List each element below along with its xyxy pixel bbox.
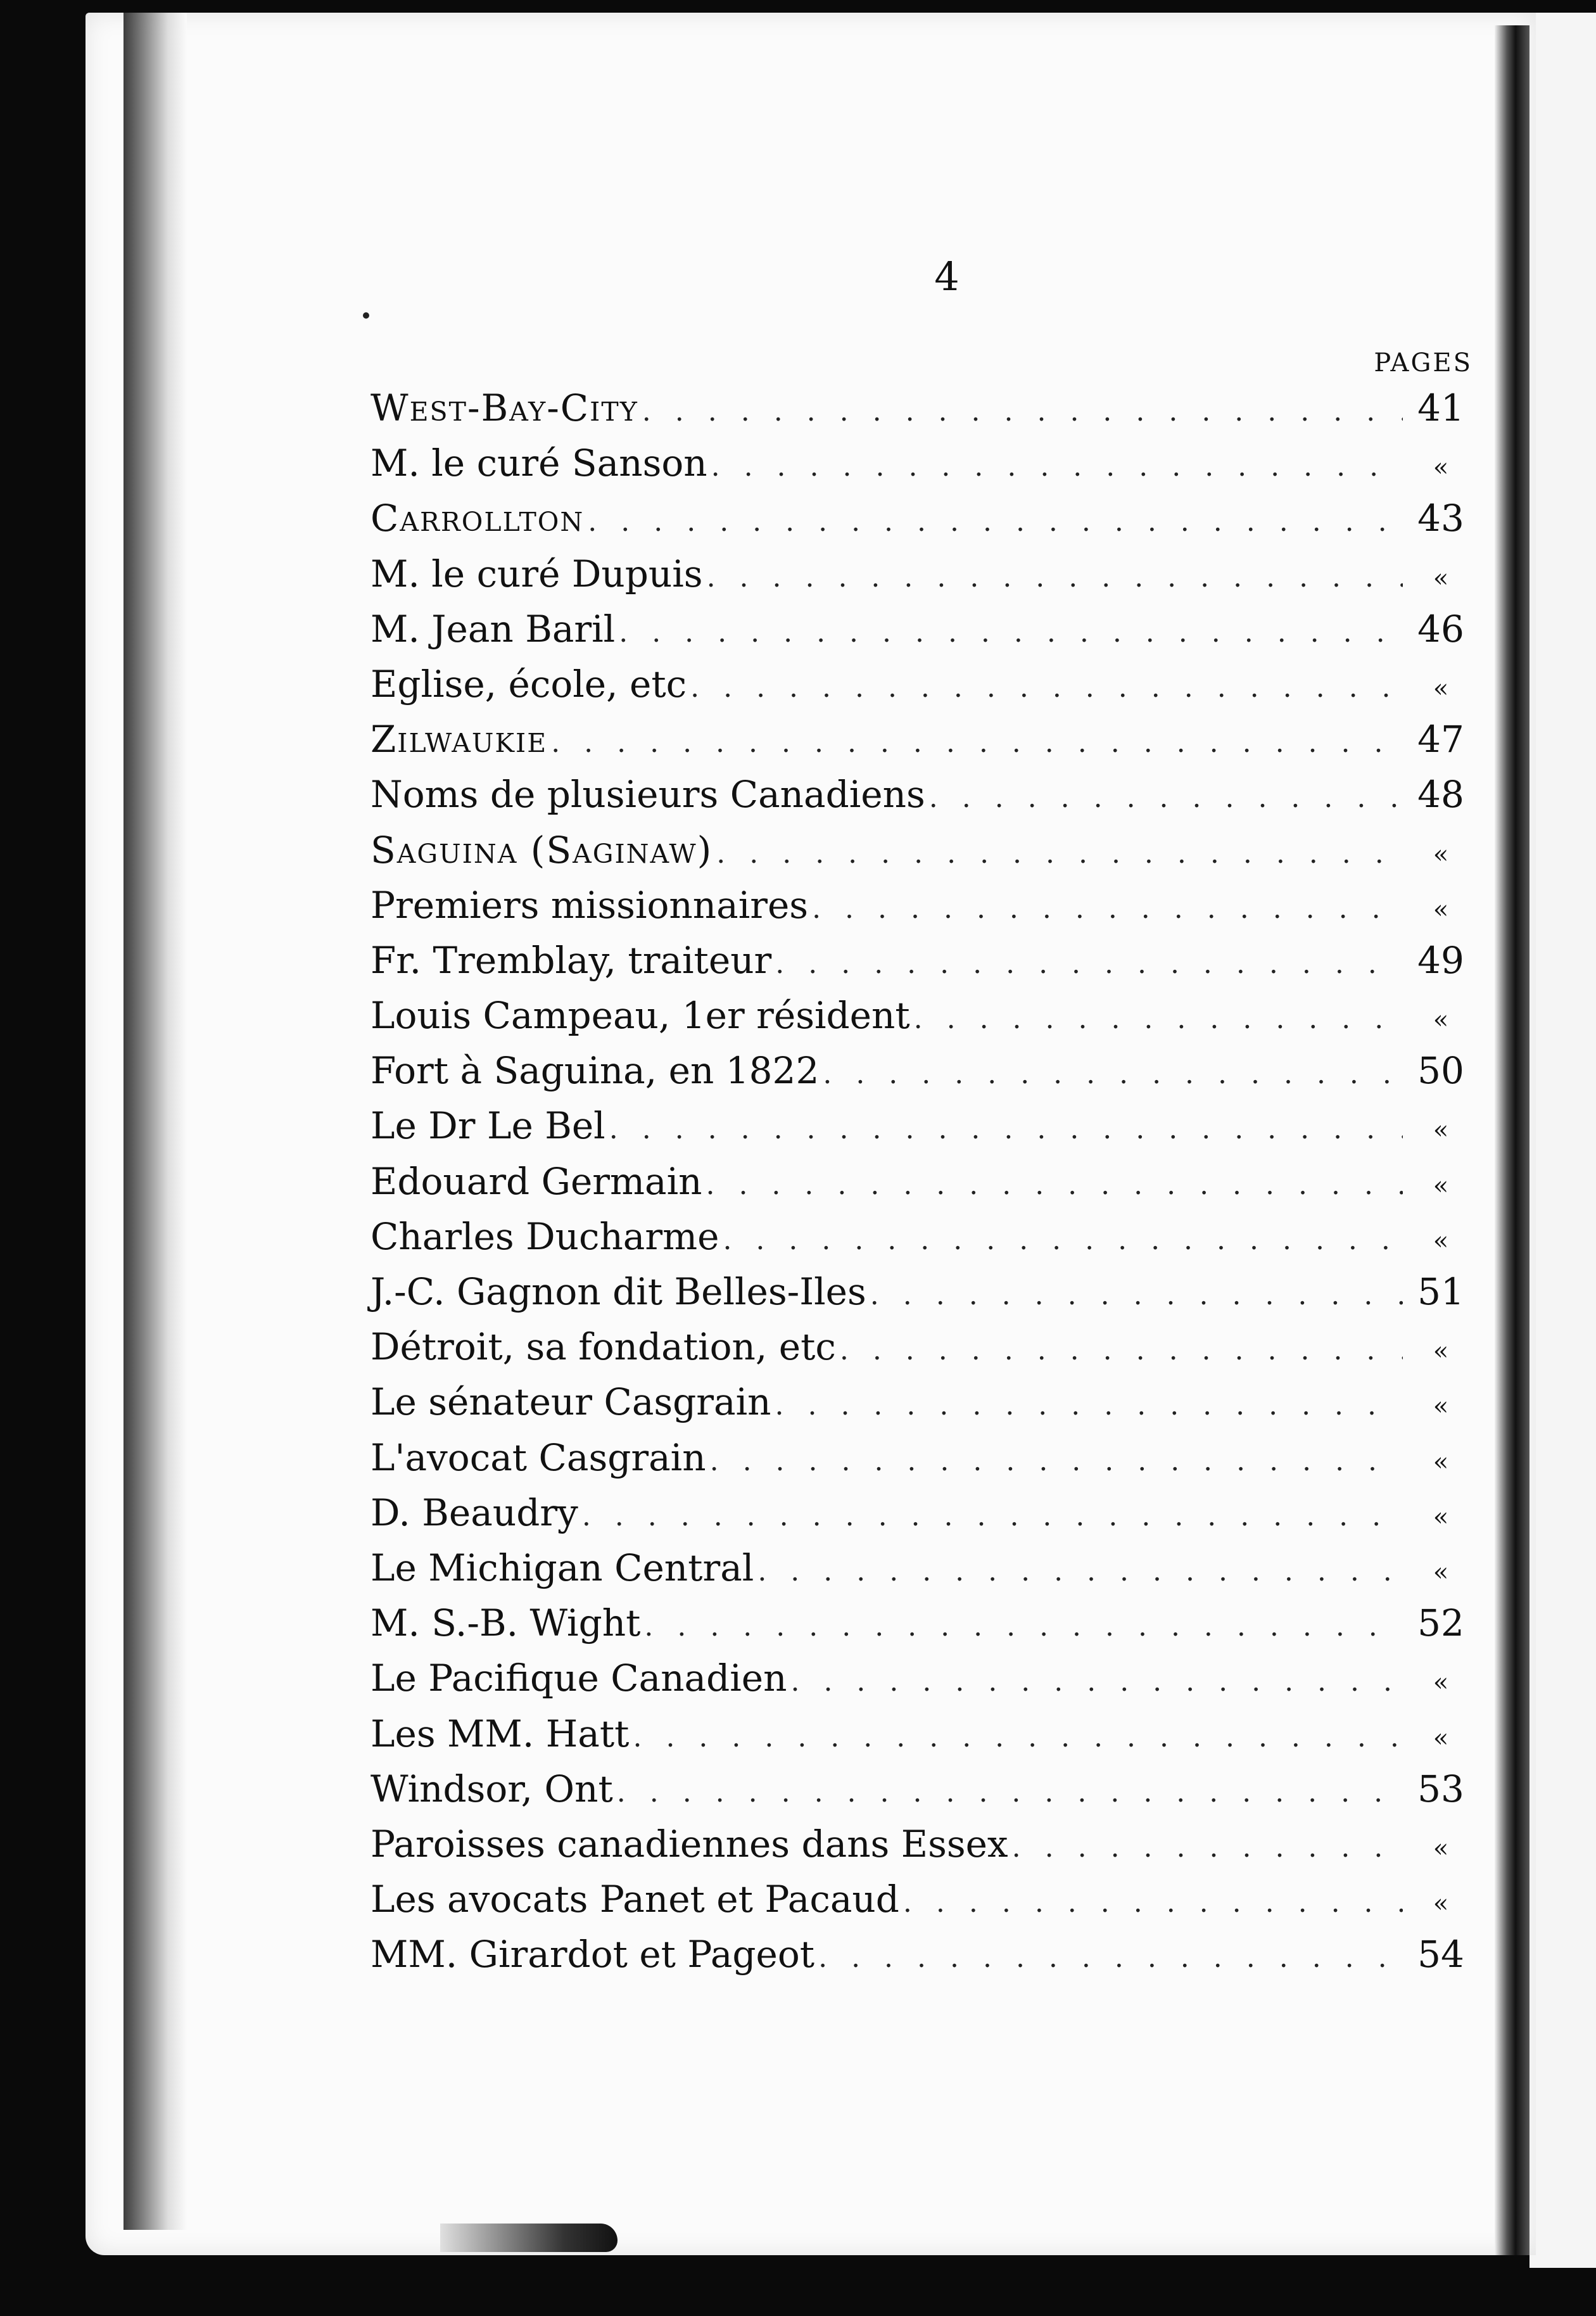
- dot-leader: [812, 893, 1403, 925]
- toc-entry-page: «: [1433, 1668, 1449, 1698]
- toc-entry: [370, 1436, 1479, 1491]
- book-gutter: [1495, 25, 1530, 2255]
- toc-entry-page: «: [1433, 1723, 1449, 1753]
- dot-leader: [710, 1445, 1403, 1477]
- toc-entry-page: «: [1433, 1171, 1449, 1200]
- toc-entry: [370, 1325, 1479, 1380]
- toc-entry-title: M. Jean Baril: [370, 607, 616, 651]
- toc-entry: [370, 608, 1479, 663]
- dot-leader: [633, 1721, 1403, 1753]
- toc-entry: [370, 773, 1479, 828]
- toc-entry: [370, 1823, 1479, 1878]
- toc-entry-page: 50: [1417, 1049, 1464, 1093]
- toc-entry-title: Le Pacifique Canadien: [370, 1657, 787, 1700]
- toc-entry-page: «: [1433, 1889, 1449, 1919]
- toc-entry: [370, 1933, 1479, 1988]
- table-of-contents: [370, 13, 1479, 2166]
- dot-leader: [823, 1058, 1403, 1090]
- toc-entry-page: 48: [1417, 773, 1464, 817]
- dot-leader: [690, 671, 1403, 704]
- toc-entry: [370, 1878, 1479, 1933]
- book-page: [86, 13, 1536, 2255]
- toc-entry-title: Eglise, école, etc: [370, 662, 687, 706]
- dot-leader: [644, 1610, 1403, 1643]
- toc-entry: [370, 386, 1479, 442]
- toc-entry: [370, 442, 1479, 497]
- toc-entry-page: «: [1433, 563, 1449, 593]
- toc-entry-page: «: [1433, 1557, 1449, 1587]
- toc-entry: [370, 829, 1479, 884]
- toc-entry-page: «: [1433, 1447, 1449, 1477]
- toc-entry: [370, 1546, 1479, 1601]
- toc-entry-page: 52: [1417, 1601, 1464, 1645]
- toc-entry-title: Saguina (Saginaw): [370, 828, 713, 872]
- dot-leader: [707, 561, 1403, 594]
- toc-entry: [370, 718, 1479, 773]
- toc-entry: [370, 1160, 1479, 1215]
- dot-leader: [716, 837, 1403, 870]
- dot-leader: [790, 1665, 1403, 1698]
- toc-entry-title: Louis Campeau, 1er résident: [370, 994, 910, 1038]
- toc-entry: [370, 1049, 1479, 1104]
- dot-leader: [818, 1942, 1403, 1974]
- dot-leader: [619, 616, 1403, 649]
- toc-entry-title: Zilwaukie: [370, 718, 548, 761]
- dot-leader: [711, 450, 1403, 483]
- dot-leader: [757, 1555, 1403, 1587]
- toc-entry: [370, 1601, 1479, 1657]
- dot-leader: [609, 1113, 1403, 1145]
- toc-entry: [370, 1215, 1479, 1270]
- toc-entry-title: Fr. Tremblay, traiteur: [370, 938, 772, 982]
- toc-entry-page: 54: [1417, 1933, 1464, 1976]
- pages-column-header: PAGES: [1374, 348, 1472, 378]
- dot-leader: [723, 1224, 1403, 1256]
- toc-entry-page: 41: [1417, 386, 1464, 429]
- toc-entry-page: 51: [1417, 1270, 1464, 1313]
- toc-entry-title: MM. Girardot et Pageot: [370, 1933, 815, 1976]
- toc-entry-title: West-Bay-City: [370, 386, 638, 429]
- dot-leader: [617, 1776, 1403, 1809]
- toc-entry-title: Fort à Saguina, en 1822: [370, 1049, 820, 1093]
- toc-entry-page: «: [1433, 1337, 1449, 1366]
- facing-page-edge: [1530, 13, 1596, 2268]
- toc-entry-title: Le Dr Le Bel: [370, 1104, 605, 1148]
- toc-entry-title: L'avocat Casgrain: [370, 1435, 706, 1479]
- toc-entry: [370, 1767, 1479, 1823]
- toc-entry-title: M. le curé Dupuis: [370, 552, 703, 595]
- dot-leader: [903, 1887, 1403, 1919]
- dot-leader: [706, 1169, 1403, 1201]
- toc-entry-page: «: [1433, 1226, 1449, 1256]
- toc-entry-title: D. Beaudry: [370, 1491, 578, 1534]
- toc-entry-title: J.-C. Gagnon dit Belles-Iles: [370, 1270, 866, 1313]
- dot-leader: [551, 727, 1403, 759]
- toc-entry: [370, 1104, 1479, 1159]
- toc-entry: [370, 663, 1479, 718]
- toc-entry-title: M. S.-B. Wight: [370, 1601, 641, 1645]
- toc-entry: [370, 1270, 1479, 1325]
- toc-entry-page: «: [1433, 894, 1449, 924]
- toc-entry-title: M. le curé Sanson: [370, 442, 707, 485]
- toc-entry: [370, 994, 1479, 1049]
- page-curl: [440, 2224, 618, 2252]
- toc-entry-title: Les avocats Panet et Pacaud: [370, 1878, 899, 1921]
- toc-entry-title: Le sénateur Casgrain: [370, 1380, 771, 1424]
- toc-entry-page: «: [1433, 1116, 1449, 1145]
- toc-entry-page: «: [1433, 1005, 1449, 1035]
- toc-entry: [370, 1712, 1479, 1767]
- dot-leader: [582, 1500, 1403, 1532]
- toc-entry-page: 43: [1417, 497, 1464, 540]
- toc-entry-title: Windsor, Ont: [370, 1767, 613, 1810]
- dot-leader: [914, 1003, 1403, 1035]
- toc-entry-page: 49: [1417, 938, 1464, 982]
- toc-entry: [370, 1491, 1479, 1546]
- toc-entry-title: Paroisses canadiennes dans Essex: [370, 1822, 1008, 1866]
- toc-entry: [370, 884, 1479, 939]
- dot-leader: [642, 395, 1403, 428]
- dot-leader: [1012, 1831, 1403, 1864]
- toc-entry-page: 46: [1417, 607, 1464, 651]
- dot-leader: [870, 1279, 1403, 1311]
- dot-leader: [840, 1334, 1403, 1366]
- toc-entry-title: Détroit, sa fondation, etc: [370, 1325, 836, 1369]
- toc-entry-page: «: [1433, 1502, 1449, 1532]
- toc-entry-title: Edouard Germain: [370, 1159, 702, 1203]
- toc-entry: [370, 1657, 1479, 1712]
- toc-entry-title: Noms de plusieurs Canadiens: [370, 773, 925, 817]
- toc-entry-page: 53: [1417, 1767, 1464, 1810]
- toc-entry: [370, 552, 1479, 608]
- dot-leader: [929, 782, 1403, 814]
- ink-speck: [363, 312, 369, 319]
- toc-entry: [370, 497, 1479, 552]
- page-number: 4: [934, 253, 960, 300]
- dot-leader: [775, 1389, 1403, 1422]
- toc-entry-page: «: [1433, 453, 1449, 483]
- toc-entry-page: «: [1433, 673, 1449, 703]
- toc-entry-title: Le Michigan Central: [370, 1546, 754, 1589]
- toc-entry-page: 47: [1417, 718, 1464, 761]
- page-left-shadow: [124, 13, 187, 2230]
- toc-entry-title: Les MM. Hatt: [370, 1712, 630, 1755]
- dot-leader: [588, 506, 1403, 538]
- toc-entry: [370, 1380, 1479, 1435]
- toc-entry-title: Premiers missionnaires: [370, 883, 809, 927]
- toc-entry-page: «: [1433, 1833, 1449, 1863]
- toc-entry-page: «: [1433, 839, 1449, 869]
- toc-list: [370, 386, 1479, 1988]
- dot-leader: [775, 948, 1403, 980]
- toc-entry-title: Charles Ducharme: [370, 1214, 719, 1258]
- toc-entry-title: Carrollton: [370, 497, 585, 540]
- toc-entry-page: «: [1433, 1392, 1449, 1422]
- toc-entry: [370, 939, 1479, 994]
